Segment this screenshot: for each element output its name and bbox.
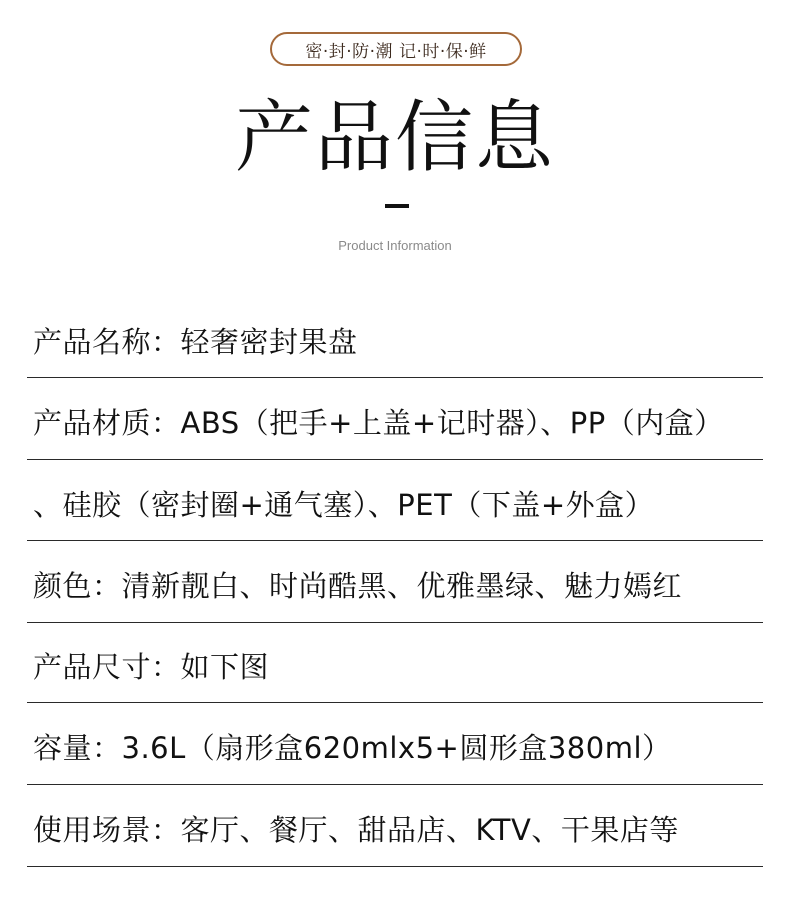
info-row-usage	[27, 785, 763, 867]
info-row-name	[27, 298, 763, 378]
info-row-color	[27, 541, 763, 623]
info-row-material-cont	[27, 460, 763, 541]
title-divider	[385, 204, 409, 208]
page-subtitle: Product Information	[338, 238, 452, 253]
info-row-text: 产品名称：轻奢密封果盘	[33, 325, 358, 359]
page-title: 产品信息	[234, 93, 555, 183]
info-row-text: 使用场景：客厅、餐厅、甜品店、KTV、干果店等	[33, 813, 679, 847]
product-info-list	[27, 298, 763, 867]
info-row-text: 容量：3.6L（扇形盒620mlx5+圆形盒380ml）	[33, 731, 672, 765]
info-row-text: 、硅胶（密封圈+通气塞）、PET（下盖+外盒）	[33, 487, 655, 522]
tagline-badge: 密·封·防·潮 记·时·保·鲜	[270, 32, 522, 66]
info-row-material	[27, 378, 763, 460]
info-row-text: 产品尺寸：如下图	[33, 650, 270, 684]
info-row-size	[27, 623, 763, 703]
info-row-text: 产品材质：ABS（把手+上盖+记时器）、PP（内盒）	[33, 406, 724, 440]
info-row-text: 颜色：清新靓白、时尚酷黑、优雅墨绿、魅力嫣红	[33, 569, 683, 603]
info-row-capacity	[27, 703, 763, 785]
